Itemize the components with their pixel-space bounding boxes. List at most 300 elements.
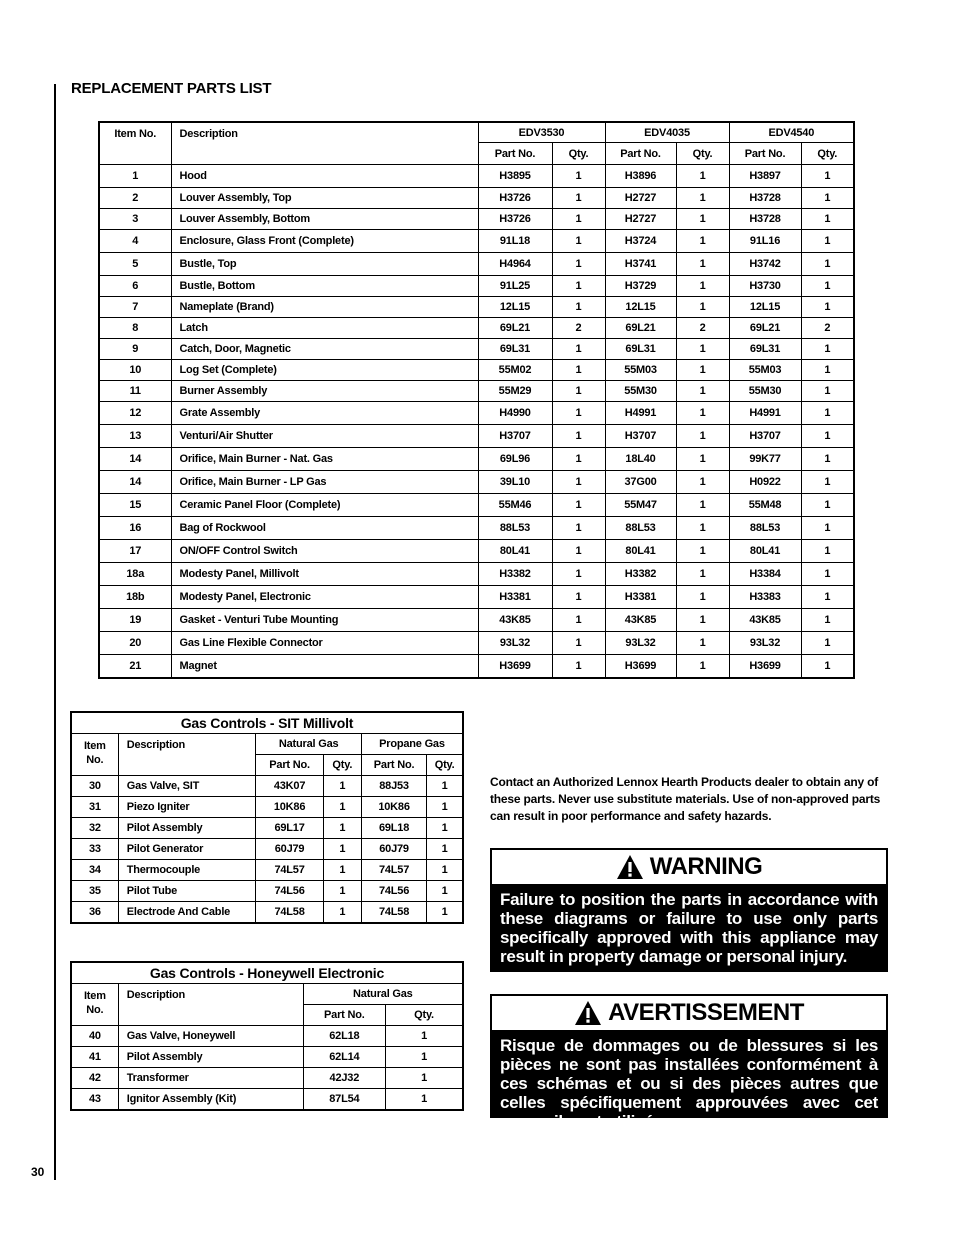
item-number-cell: 7 bbox=[99, 297, 171, 318]
table-caption: Gas Controls - SIT Millivolt bbox=[71, 712, 463, 734]
quantity-cell: 1 bbox=[676, 471, 729, 494]
quantity-cell: 1 bbox=[427, 902, 463, 924]
item-number-cell: 14 bbox=[99, 448, 171, 471]
table-row bbox=[71, 1089, 463, 1111]
description-cell: Burner Assembly bbox=[171, 381, 478, 402]
page-number: 30 bbox=[31, 1165, 45, 1179]
quantity-cell: 1 bbox=[676, 402, 729, 425]
quantity-cell: 1 bbox=[676, 253, 729, 276]
part-number-cell: 93L32 bbox=[478, 632, 552, 655]
item-number-cell: 8 bbox=[99, 318, 171, 339]
quantity-cell: 1 bbox=[552, 360, 605, 381]
table-row bbox=[99, 188, 854, 209]
header-description: Description bbox=[118, 984, 303, 1026]
description-cell: Transformer bbox=[118, 1068, 303, 1089]
description-cell: Modesty Panel, Electronic bbox=[171, 586, 478, 609]
part-number-cell: 43K85 bbox=[478, 609, 552, 632]
quantity-cell: 1 bbox=[552, 471, 605, 494]
table-row bbox=[71, 839, 463, 860]
header-propane-gas: Propane Gas bbox=[361, 734, 463, 755]
quantity-cell: 1 bbox=[676, 494, 729, 517]
part-number-cell: 74L56 bbox=[361, 881, 426, 902]
part-number-cell: H3724 bbox=[605, 230, 676, 253]
part-number-cell: 69L21 bbox=[478, 318, 552, 339]
part-number-cell: 74L58 bbox=[256, 902, 323, 924]
quantity-cell: 1 bbox=[801, 471, 854, 494]
header-item-no: Item No. bbox=[71, 984, 118, 1026]
part-number-cell: H3728 bbox=[729, 209, 801, 230]
table-row bbox=[71, 797, 463, 818]
warning-header bbox=[492, 850, 886, 884]
header-part-no: Part No. bbox=[605, 143, 676, 165]
item-number-cell: 43 bbox=[71, 1089, 118, 1111]
quantity-cell: 1 bbox=[676, 540, 729, 563]
part-number-cell: H3699 bbox=[605, 655, 676, 678]
quantity-cell: 1 bbox=[801, 586, 854, 609]
quantity-cell: 1 bbox=[427, 818, 463, 839]
table-row bbox=[99, 655, 854, 678]
item-number-cell: 41 bbox=[71, 1047, 118, 1068]
description-cell: Magnet bbox=[171, 655, 478, 678]
table-row bbox=[99, 540, 854, 563]
part-number-cell: 93L32 bbox=[605, 632, 676, 655]
part-number-cell: H3730 bbox=[729, 276, 801, 297]
part-number-cell: 69L17 bbox=[256, 818, 323, 839]
header-qty: Qty. bbox=[552, 143, 605, 165]
part-number-cell: 55M03 bbox=[729, 360, 801, 381]
quantity-cell: 1 bbox=[676, 297, 729, 318]
warning-text: Failure to position the parts in accordance with these diagrams or failure to use only parts specifically approved with this appliance may result in property damage or personal injury. bbox=[500, 890, 878, 966]
item-number-cell: 12 bbox=[99, 402, 171, 425]
description-cell: Grate Assembly bbox=[171, 402, 478, 425]
table-header-row bbox=[71, 734, 463, 755]
description-cell: Latch bbox=[171, 318, 478, 339]
item-number-cell: 35 bbox=[71, 881, 118, 902]
item-number-cell: 14 bbox=[99, 471, 171, 494]
quantity-cell: 1 bbox=[552, 655, 605, 678]
quantity-cell: 1 bbox=[427, 839, 463, 860]
quantity-cell: 1 bbox=[676, 609, 729, 632]
quantity-cell: 1 bbox=[801, 188, 854, 209]
part-number-cell: H4964 bbox=[478, 253, 552, 276]
quantity-cell: 1 bbox=[676, 188, 729, 209]
quantity-cell: 1 bbox=[801, 165, 854, 188]
part-number-cell: 55M02 bbox=[478, 360, 552, 381]
header-natural-gas: Natural Gas bbox=[303, 984, 463, 1005]
item-number-cell: 20 bbox=[99, 632, 171, 655]
table-row bbox=[99, 448, 854, 471]
part-number-cell: H3726 bbox=[478, 209, 552, 230]
part-number-cell: H4990 bbox=[478, 402, 552, 425]
description-cell: Gas Line Flexible Connector bbox=[171, 632, 478, 655]
part-number-cell: 55M29 bbox=[478, 381, 552, 402]
table-row bbox=[99, 230, 854, 253]
part-number-cell: H3896 bbox=[605, 165, 676, 188]
item-number-cell: 16 bbox=[99, 517, 171, 540]
part-number-cell: 10K86 bbox=[361, 797, 426, 818]
part-number-cell: 88L53 bbox=[605, 517, 676, 540]
quantity-cell: 1 bbox=[676, 339, 729, 360]
description-cell: Louver Assembly, Top bbox=[171, 188, 478, 209]
header-part-no: Part No. bbox=[478, 143, 552, 165]
part-number-cell: 10K86 bbox=[256, 797, 323, 818]
item-number-cell: 10 bbox=[99, 360, 171, 381]
item-number-cell: 18a bbox=[99, 563, 171, 586]
quantity-cell: 1 bbox=[552, 563, 605, 586]
quantity-cell: 1 bbox=[801, 297, 854, 318]
table-row bbox=[99, 209, 854, 230]
quantity-cell: 1 bbox=[552, 609, 605, 632]
part-number-cell: 80L41 bbox=[605, 540, 676, 563]
header-part-no: Part No. bbox=[256, 755, 323, 776]
quantity-cell: 1 bbox=[801, 540, 854, 563]
description-cell: Pilot Tube bbox=[118, 881, 256, 902]
part-number-cell: 69L31 bbox=[605, 339, 676, 360]
item-number-cell: 31 bbox=[71, 797, 118, 818]
quantity-cell: 1 bbox=[552, 230, 605, 253]
table-row bbox=[71, 776, 463, 797]
description-cell: Log Set (Complete) bbox=[171, 360, 478, 381]
table-row bbox=[99, 381, 854, 402]
part-number-cell: H3382 bbox=[605, 563, 676, 586]
description-cell: Bustle, Top bbox=[171, 253, 478, 276]
quantity-cell: 1 bbox=[676, 563, 729, 586]
part-number-cell: 42J32 bbox=[303, 1068, 385, 1089]
header-part-no: Part No. bbox=[303, 1005, 385, 1026]
part-number-cell: 55M46 bbox=[478, 494, 552, 517]
quantity-cell: 1 bbox=[676, 381, 729, 402]
item-number-cell: 11 bbox=[99, 381, 171, 402]
description-cell: Pilot Assembly bbox=[118, 1047, 303, 1068]
part-number-cell: 55M03 bbox=[605, 360, 676, 381]
part-number-cell: 74L57 bbox=[256, 860, 323, 881]
part-number-cell: 88L53 bbox=[478, 517, 552, 540]
item-number-cell: 6 bbox=[99, 276, 171, 297]
table-row bbox=[99, 339, 854, 360]
table-row bbox=[99, 425, 854, 448]
quantity-cell: 1 bbox=[676, 360, 729, 381]
item-number-cell: 5 bbox=[99, 253, 171, 276]
part-number-cell: 69L31 bbox=[729, 339, 801, 360]
description-cell: ON/OFF Control Switch bbox=[171, 540, 478, 563]
warning-box bbox=[490, 848, 888, 972]
item-number-cell: 36 bbox=[71, 902, 118, 924]
quantity-cell: 1 bbox=[552, 402, 605, 425]
part-number-cell: H3726 bbox=[478, 188, 552, 209]
quantity-cell: 1 bbox=[552, 494, 605, 517]
description-cell: Pilot Generator bbox=[118, 839, 256, 860]
table-row bbox=[71, 1047, 463, 1068]
quantity-cell: 1 bbox=[801, 632, 854, 655]
table-row bbox=[99, 471, 854, 494]
quantity-cell: 1 bbox=[801, 609, 854, 632]
table-row bbox=[99, 563, 854, 586]
table-row bbox=[71, 902, 463, 924]
quantity-cell: 1 bbox=[552, 188, 605, 209]
header-model-2: EDV4035 bbox=[605, 122, 729, 143]
table-row bbox=[71, 1068, 463, 1089]
description-cell: Ignitor Assembly (Kit) bbox=[118, 1089, 303, 1111]
item-number-cell: 33 bbox=[71, 839, 118, 860]
description-cell: Orifice, Main Burner - LP Gas bbox=[171, 471, 478, 494]
quantity-cell: 1 bbox=[676, 230, 729, 253]
description-cell: Louver Assembly, Bottom bbox=[171, 209, 478, 230]
part-number-cell: 99K77 bbox=[729, 448, 801, 471]
item-number-cell: 13 bbox=[99, 425, 171, 448]
table-header-row bbox=[99, 122, 854, 143]
item-number-cell: 9 bbox=[99, 339, 171, 360]
part-number-cell: 12L15 bbox=[605, 297, 676, 318]
part-number-cell: 93L32 bbox=[729, 632, 801, 655]
part-number-cell: 91L18 bbox=[478, 230, 552, 253]
part-number-cell: H3381 bbox=[478, 586, 552, 609]
part-number-cell: 88J53 bbox=[361, 776, 426, 797]
part-number-cell: H3383 bbox=[729, 586, 801, 609]
item-number-cell: 15 bbox=[99, 494, 171, 517]
description-cell: Enclosure, Glass Front (Complete) bbox=[171, 230, 478, 253]
quantity-cell: 1 bbox=[323, 839, 361, 860]
part-number-cell: 37G00 bbox=[605, 471, 676, 494]
table-row bbox=[99, 517, 854, 540]
item-number-cell: 17 bbox=[99, 540, 171, 563]
description-cell: Gasket - Venturi Tube Mounting bbox=[171, 609, 478, 632]
part-number-cell: 43K07 bbox=[256, 776, 323, 797]
part-number-cell: 69L18 bbox=[361, 818, 426, 839]
header-part-no: Part No. bbox=[361, 755, 426, 776]
quantity-cell: 1 bbox=[552, 209, 605, 230]
part-number-cell: 91L25 bbox=[478, 276, 552, 297]
table-row bbox=[99, 276, 854, 297]
sit-millivolt-table bbox=[70, 711, 464, 924]
item-number-cell: 34 bbox=[71, 860, 118, 881]
quantity-cell: 1 bbox=[427, 881, 463, 902]
item-number-cell: 30 bbox=[71, 776, 118, 797]
replacement-parts-table bbox=[98, 121, 855, 679]
table-row bbox=[99, 494, 854, 517]
quantity-cell: 1 bbox=[386, 1089, 463, 1111]
quantity-cell: 1 bbox=[676, 632, 729, 655]
part-number-cell: 43K85 bbox=[605, 609, 676, 632]
table-caption: Gas Controls - Honeywell Electronic bbox=[71, 962, 463, 984]
part-number-cell: H3707 bbox=[605, 425, 676, 448]
header-description: Description bbox=[171, 122, 478, 165]
warning-triangle-icon bbox=[616, 854, 644, 880]
header-qty: Qty. bbox=[386, 1005, 463, 1026]
quantity-cell: 1 bbox=[676, 655, 729, 678]
part-number-cell: 62L14 bbox=[303, 1047, 385, 1068]
quantity-cell: 1 bbox=[552, 517, 605, 540]
part-number-cell: 80L41 bbox=[729, 540, 801, 563]
table-row bbox=[99, 297, 854, 318]
quantity-cell: 1 bbox=[552, 253, 605, 276]
quantity-cell: 1 bbox=[552, 586, 605, 609]
quantity-cell: 1 bbox=[801, 402, 854, 425]
quantity-cell: 1 bbox=[801, 253, 854, 276]
quantity-cell: 1 bbox=[427, 776, 463, 797]
item-number-cell: 21 bbox=[99, 655, 171, 678]
quantity-cell: 1 bbox=[552, 339, 605, 360]
quantity-cell: 1 bbox=[323, 902, 361, 924]
item-number-cell: 18b bbox=[99, 586, 171, 609]
description-cell: Nameplate (Brand) bbox=[171, 297, 478, 318]
part-number-cell: 60J79 bbox=[361, 839, 426, 860]
description-cell: Catch, Door, Magnetic bbox=[171, 339, 478, 360]
quantity-cell: 1 bbox=[323, 818, 361, 839]
dealer-contact-note: Contact an Authorized Lennox Hearth Products dealer to obtain any of these parts. Never use substitute materials. Use of non-approved parts can result in poor performance and safety hazards. bbox=[490, 775, 881, 823]
header-item-no: Item No. bbox=[71, 734, 118, 776]
part-number-cell: H3895 bbox=[478, 165, 552, 188]
item-number-cell: 19 bbox=[99, 609, 171, 632]
part-number-cell: 74L58 bbox=[361, 902, 426, 924]
avertissement-box bbox=[490, 994, 888, 1131]
table-row bbox=[71, 860, 463, 881]
description-cell: Gas Valve, Honeywell bbox=[118, 1026, 303, 1047]
quantity-cell: 1 bbox=[676, 586, 729, 609]
part-number-cell: H3699 bbox=[478, 655, 552, 678]
description-cell: Venturi/Air Shutter bbox=[171, 425, 478, 448]
part-number-cell: H4991 bbox=[729, 402, 801, 425]
item-number-cell: 42 bbox=[71, 1068, 118, 1089]
quantity-cell: 1 bbox=[552, 297, 605, 318]
item-number-cell: 32 bbox=[71, 818, 118, 839]
part-number-cell: 80L41 bbox=[478, 540, 552, 563]
table-header-row bbox=[71, 984, 463, 1005]
quantity-cell: 1 bbox=[801, 209, 854, 230]
item-number-cell: 40 bbox=[71, 1026, 118, 1047]
part-number-cell: H4991 bbox=[605, 402, 676, 425]
part-number-cell: 69L96 bbox=[478, 448, 552, 471]
part-number-cell: 87L54 bbox=[303, 1089, 385, 1111]
description-cell: Pilot Assembly bbox=[118, 818, 256, 839]
part-number-cell: H3728 bbox=[729, 188, 801, 209]
quantity-cell: 1 bbox=[801, 425, 854, 448]
quantity-cell: 1 bbox=[801, 655, 854, 678]
header-qty: Qty. bbox=[323, 755, 361, 776]
header-model-1: EDV3530 bbox=[478, 122, 605, 143]
header-model-3: EDV4540 bbox=[729, 122, 854, 143]
part-number-cell: H3741 bbox=[605, 253, 676, 276]
description-cell: Ceramic Panel Floor (Complete) bbox=[171, 494, 478, 517]
table-row bbox=[99, 318, 854, 339]
part-number-cell: H3382 bbox=[478, 563, 552, 586]
quantity-cell: 2 bbox=[676, 318, 729, 339]
header-qty: Qty. bbox=[801, 143, 854, 165]
header-part-no: Part No. bbox=[729, 143, 801, 165]
part-number-cell: 39L10 bbox=[478, 471, 552, 494]
part-number-cell: 69L31 bbox=[478, 339, 552, 360]
page-title: REPLACEMENT PARTS LIST bbox=[71, 80, 272, 97]
table-row bbox=[99, 586, 854, 609]
part-number-cell: 12L15 bbox=[729, 297, 801, 318]
item-number-cell: 1 bbox=[99, 165, 171, 188]
table-row bbox=[71, 1026, 463, 1047]
table-row bbox=[99, 402, 854, 425]
quantity-cell: 1 bbox=[427, 860, 463, 881]
part-number-cell: 60J79 bbox=[256, 839, 323, 860]
quantity-cell: 1 bbox=[801, 360, 854, 381]
part-number-cell: 18L40 bbox=[605, 448, 676, 471]
part-number-cell: H2727 bbox=[605, 188, 676, 209]
quantity-cell: 1 bbox=[552, 276, 605, 297]
description-cell: Gas Valve, SIT bbox=[118, 776, 256, 797]
part-number-cell: 55M30 bbox=[605, 381, 676, 402]
quantity-cell: 1 bbox=[676, 209, 729, 230]
quantity-cell: 1 bbox=[552, 165, 605, 188]
part-number-cell: H3707 bbox=[478, 425, 552, 448]
header-item-no: Item No. bbox=[99, 122, 171, 165]
item-number-cell: 3 bbox=[99, 209, 171, 230]
part-number-cell: H3381 bbox=[605, 586, 676, 609]
part-number-cell: 12L15 bbox=[478, 297, 552, 318]
part-number-cell: 69L21 bbox=[729, 318, 801, 339]
table-caption-row bbox=[71, 712, 463, 734]
quantity-cell: 1 bbox=[552, 381, 605, 402]
part-number-cell: 62L18 bbox=[303, 1026, 385, 1047]
description-cell: Thermocouple bbox=[118, 860, 256, 881]
table-row bbox=[71, 881, 463, 902]
item-number-cell: 4 bbox=[99, 230, 171, 253]
quantity-cell: 1 bbox=[552, 540, 605, 563]
quantity-cell: 1 bbox=[801, 381, 854, 402]
quantity-cell: 1 bbox=[676, 165, 729, 188]
quantity-cell: 1 bbox=[552, 448, 605, 471]
quantity-cell: 1 bbox=[386, 1047, 463, 1068]
part-number-cell: H3897 bbox=[729, 165, 801, 188]
quantity-cell: 1 bbox=[323, 776, 361, 797]
description-cell: Bag of Rockwool bbox=[171, 517, 478, 540]
avertissement-title: AVERTISSEMENT bbox=[608, 999, 804, 1026]
quantity-cell: 2 bbox=[552, 318, 605, 339]
table-row bbox=[99, 165, 854, 188]
part-number-cell: 69L21 bbox=[605, 318, 676, 339]
quantity-cell: 1 bbox=[676, 276, 729, 297]
quantity-cell: 1 bbox=[676, 448, 729, 471]
quantity-cell: 1 bbox=[801, 339, 854, 360]
quantity-cell: 1 bbox=[386, 1026, 463, 1047]
part-number-cell: 74L57 bbox=[361, 860, 426, 881]
table-row bbox=[99, 253, 854, 276]
part-number-cell: 55M48 bbox=[729, 494, 801, 517]
table-row bbox=[71, 818, 463, 839]
honeywell-electronic-table bbox=[70, 961, 464, 1111]
description-cell: Electrode And Cable bbox=[118, 902, 256, 924]
warning-title: WARNING bbox=[649, 853, 763, 880]
part-number-cell: 55M30 bbox=[729, 381, 801, 402]
quantity-cell: 1 bbox=[801, 230, 854, 253]
part-number-cell: 91L16 bbox=[729, 230, 801, 253]
header-qty: Qty. bbox=[427, 755, 463, 776]
description-cell: Piezo Igniter bbox=[118, 797, 256, 818]
quantity-cell: 2 bbox=[801, 318, 854, 339]
part-number-cell: 55M47 bbox=[605, 494, 676, 517]
quantity-cell: 1 bbox=[676, 425, 729, 448]
margin-rule bbox=[54, 84, 56, 1180]
avertissement-header bbox=[492, 996, 886, 1030]
quantity-cell: 1 bbox=[801, 448, 854, 471]
part-number-cell: H3742 bbox=[729, 253, 801, 276]
quantity-cell: 1 bbox=[801, 517, 854, 540]
part-number-cell: 88L53 bbox=[729, 517, 801, 540]
quantity-cell: 1 bbox=[323, 881, 361, 902]
description-cell: Modesty Panel, Millivolt bbox=[171, 563, 478, 586]
header-description: Description bbox=[118, 734, 256, 776]
quantity-cell: 1 bbox=[427, 797, 463, 818]
part-number-cell: H3699 bbox=[729, 655, 801, 678]
quantity-cell: 1 bbox=[552, 425, 605, 448]
quantity-cell: 1 bbox=[386, 1068, 463, 1089]
part-number-cell: H3729 bbox=[605, 276, 676, 297]
header-qty: Qty. bbox=[676, 143, 729, 165]
